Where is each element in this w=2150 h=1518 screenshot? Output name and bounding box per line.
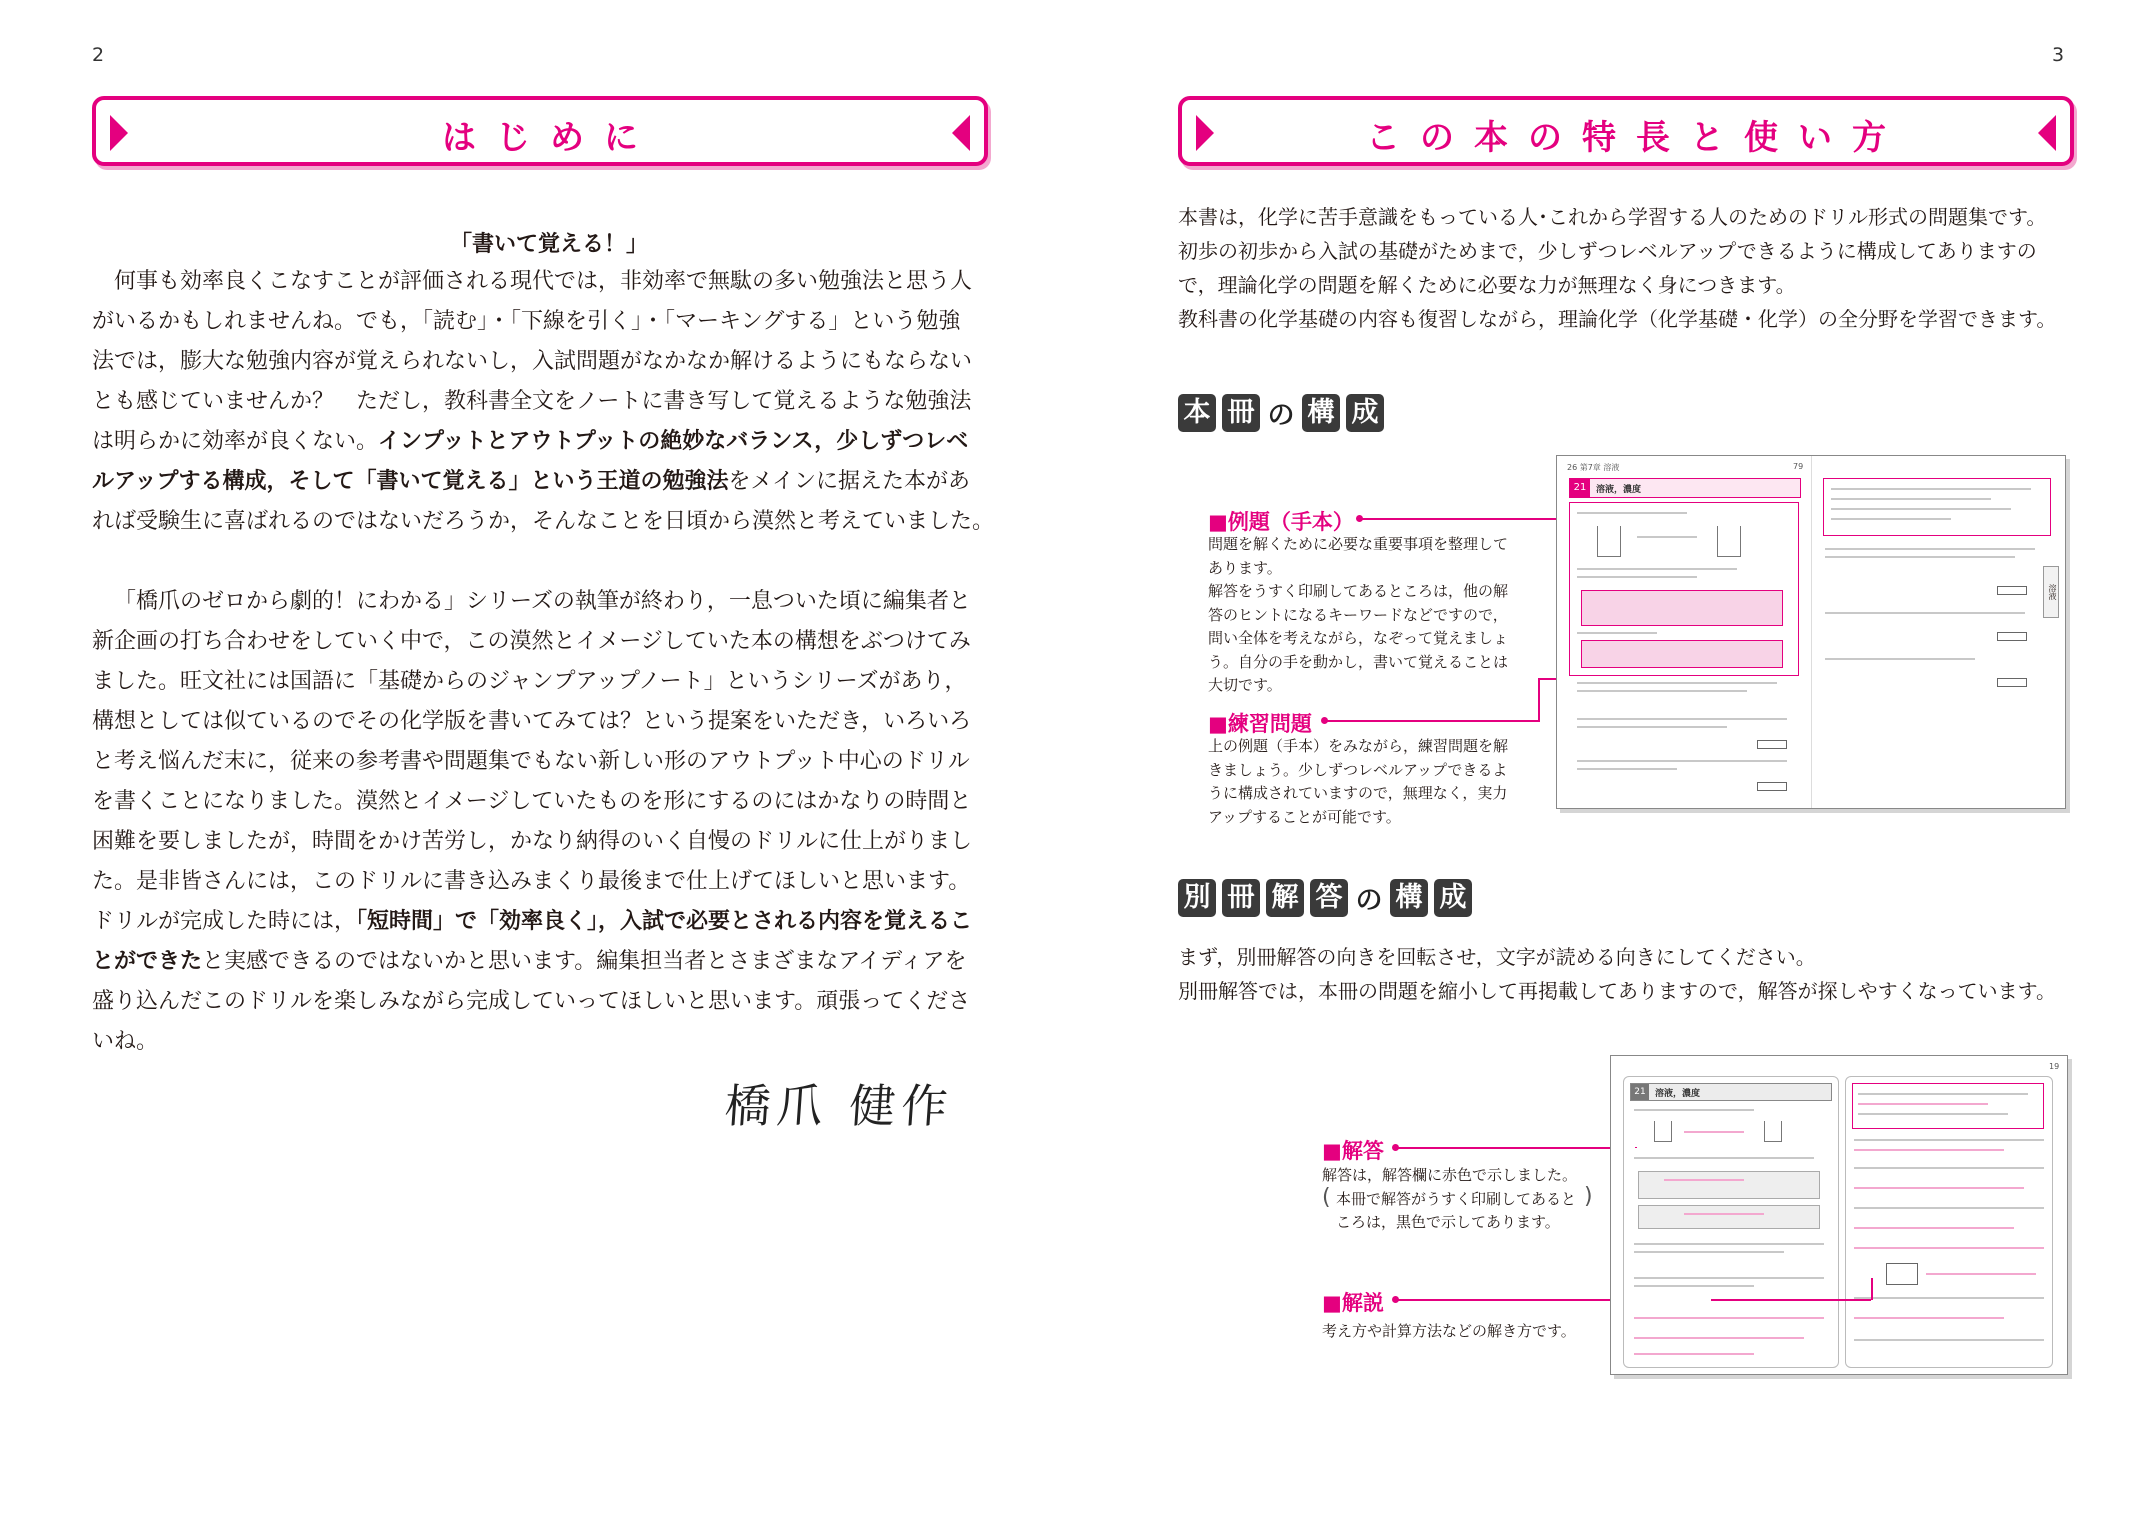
thumb-grey-box — [1638, 1171, 1820, 1199]
text-line-placeholder — [1831, 488, 2031, 490]
thumb-unit-title: 溶液，濃度 — [1655, 1089, 1701, 1099]
text-line: れば受験生に喜ばれるのではないだろうか，そんなことを日頃から漠然と考えていました。 — [92, 509, 995, 534]
answer-line-placeholder — [1684, 1213, 1764, 1215]
text-line-placeholder — [1825, 548, 2035, 550]
answer-line-placeholder — [1854, 1227, 2014, 1229]
text-line-placeholder — [1577, 760, 1787, 762]
callout-line — [1538, 678, 1540, 722]
answer-line-placeholder — [1854, 1247, 2044, 1249]
thumb-unit-bar — [1630, 1083, 1832, 1101]
text-line: 教科書の化学基礎の内容も復習しながら，理論化学（化学基礎・化学）の全分野を学習できます。 — [1178, 307, 2057, 331]
heading-char: 本 — [1178, 394, 1216, 432]
heading-char: 別 — [1178, 879, 1216, 917]
answer-line-placeholder — [1664, 1179, 1744, 1181]
text-line-placeholder — [1634, 1251, 1784, 1253]
heading-char: 構 — [1302, 394, 1340, 432]
heading-char: 構 — [1390, 879, 1428, 917]
thumb-unit-bar — [1569, 478, 1801, 498]
callout-dot — [1392, 1296, 1399, 1303]
text-line-placeholder — [1854, 1297, 2044, 1299]
text-line: た。是非皆さんには，このドリルに書き込みまくり最後まで仕上げてほしいと思います。 — [92, 869, 971, 894]
thumb-panel — [1845, 1076, 2053, 1368]
text-line: と考え悩んだ末に，従来の参考書や問題集でもない新しい形のアウトプット中心のドリル — [92, 749, 970, 774]
intro-subtitle: 「書いて覚える！」 — [450, 232, 649, 257]
answer-box — [1997, 586, 2027, 595]
answer-line-placeholder — [1854, 1317, 2004, 1319]
callout-dot — [1321, 717, 1328, 724]
heading-char: の — [1355, 885, 1383, 916]
callout-line — [1325, 720, 1540, 722]
text-line: 本書は，化学に苦手意識をもっている人･これから学習する人のためのドリル形式の問題集です。 — [1178, 205, 2047, 229]
text-line — [92, 462, 1012, 502]
triangle-left-icon — [952, 115, 970, 151]
text-line-placeholder — [1577, 768, 1677, 770]
spine-line — [1811, 456, 1812, 808]
page-number-right: 3 — [2052, 44, 2065, 66]
heading-char: 答 — [1310, 879, 1348, 917]
text-line: 問題を解くために必要な重要事項を整理して — [1208, 535, 1509, 553]
text-line: きましょう。少しずつレベルアップできるよ — [1208, 760, 1508, 779]
text-line-placeholder — [1577, 568, 1737, 570]
main-book-thumbnail — [1556, 455, 2066, 809]
thumb-header: 26 第7章 溶液 — [1567, 463, 1620, 472]
triangle-left-icon — [2038, 115, 2056, 151]
explanation-text: 考え方や計算方法などの解き方です。 — [1322, 1322, 1576, 1340]
author-signature: 橋爪 健作 — [722, 1079, 956, 1133]
thumb-unit-title: 溶液，濃度 — [1596, 485, 1642, 495]
text-line-placeholder — [1825, 556, 2015, 558]
text-span: ころは，黒色で示してあります。 — [1336, 1213, 1560, 1231]
text-line: 答のヒントになるキーワードなどですので， — [1208, 605, 1508, 624]
text-span: 本冊で解答がうすく印刷してあると — [1336, 1189, 1577, 1208]
text-line-placeholder — [1831, 518, 1951, 520]
left-paren-icon: ( — [1322, 1184, 1331, 1210]
answer-book-intro — [1178, 940, 2056, 1008]
text-line: 解答をうすく印刷してあるところは，他の解 — [1208, 582, 1509, 600]
text-line-placeholder — [1577, 682, 1777, 684]
features-intro — [1178, 200, 2056, 336]
text-line: 困難を要しましたが，時間をかけ苦労し，かなり納得のいく自慢のドリルに仕上がりまし — [92, 829, 973, 854]
thumb-grey-box — [1638, 1205, 1820, 1229]
answer-line-placeholder — [1858, 1103, 1988, 1105]
heading-char: 解 — [1266, 879, 1304, 917]
answer-line-placeholder — [1634, 1353, 1754, 1355]
thumb-pink-box — [1581, 590, 1783, 626]
text-line-placeholder — [1634, 1157, 1814, 1159]
text-span: ドリルが完成した時には， — [92, 909, 357, 934]
structure-diagram-icon — [1886, 1263, 1918, 1285]
answer-line-placeholder — [1684, 1131, 1744, 1133]
example-text — [1208, 533, 1508, 698]
thumb-pink-box — [1581, 640, 1783, 668]
text-line: 構想としては似ているのでその化学版を書いてみては？という提案をいただき，いろいろ — [92, 709, 972, 734]
text-line-placeholder — [1825, 658, 1975, 660]
text-line-placeholder — [1577, 726, 1727, 728]
thumb-example-frame — [1852, 1083, 2044, 1129]
features-banner — [1178, 96, 2074, 166]
answer-line-placeholder — [1854, 1149, 2004, 1151]
callout-line — [1711, 1299, 1871, 1301]
text-line-placeholder — [1577, 690, 1747, 692]
text-line: 問い全体を考えながら，なぞって覚えましょ — [1208, 629, 1509, 647]
practice-title: ■練習問題 — [1208, 712, 1312, 736]
text-line-placeholder — [1634, 1277, 1824, 1279]
text-line-placeholder — [1577, 632, 1657, 634]
text-line: 解答は，解答欄に赤色で示しました。 — [1322, 1166, 1578, 1184]
text-line — [92, 422, 1012, 462]
answer-line-placeholder — [1634, 1337, 1804, 1339]
text-line-placeholder — [1854, 1139, 2044, 1141]
beaker-icon — [1597, 526, 1621, 557]
text-span: と実感できるのではないかと思います。編集担当者とさまざまなアイディアを — [202, 949, 967, 974]
text-line-placeholder — [1854, 1167, 2044, 1169]
text-line-placeholder — [1825, 612, 2025, 614]
answer-line-placeholder — [1926, 1273, 2036, 1275]
text-line-placeholder — [1637, 536, 1697, 538]
intro-paragraph-2 — [92, 582, 1012, 1062]
heading-char: 冊 — [1222, 394, 1260, 432]
text-line-placeholder — [1854, 1339, 2044, 1341]
text-line: う。自分の手を動かし，書いて覚えることは — [1208, 652, 1509, 671]
text-line-placeholder — [1634, 1243, 1824, 1245]
section-heading-answer-book — [1178, 878, 1472, 917]
text-line-placeholder — [1634, 1285, 1754, 1287]
text-span: をメインに据えた本があ — [728, 469, 971, 494]
text-line-placeholder — [1577, 718, 1787, 720]
text-line: 何事も効率良くこなすことが評価される現代では，非効率で無駄の多い勉強法と思う人 — [114, 269, 973, 294]
heading-char: 成 — [1346, 394, 1384, 432]
answer-line-placeholder — [1854, 1187, 2024, 1189]
text-line: 新企画の打ち合わせをしていく中で，この漠然とイメージしていた本の構想をぶつけてみ — [92, 629, 971, 654]
text-line: いね。 — [92, 1029, 159, 1054]
right-paren-icon: ) — [1584, 1184, 1593, 1209]
thumb-page-number: 79 — [1793, 462, 1804, 471]
text-line — [92, 942, 1012, 982]
answer-line-placeholder — [1634, 1317, 1824, 1319]
answer-book-thumbnail — [1610, 1055, 2068, 1375]
answer-text — [1322, 1164, 1593, 1235]
bold-text: 「短時間」で「効率良く」，入試で必要とされる内容を覚えるこ — [356, 909, 973, 934]
callout-line — [1635, 1147, 1637, 1148]
text-line: あります。 — [1208, 558, 1282, 577]
callout-line — [1396, 1299, 1634, 1301]
text-line: がいるかもしれませんね。でも，「読む」・「下線を引く」・「マーキングする」という勉強 — [92, 309, 961, 334]
banner-title-right: この本の特長と使い方 — [1366, 118, 1906, 158]
thumb-example-frame — [1823, 478, 2051, 536]
thumb-panel — [1623, 1076, 1839, 1368]
answer-box — [1997, 678, 2027, 687]
text-line: 「橋爪のゼロから劇的！にわかる」シリーズの執筆が終わり，一息ついた頃に編集者と — [114, 589, 971, 614]
text-line — [92, 902, 1012, 942]
beaker-icon — [1717, 526, 1741, 557]
bold-text: とができた — [92, 949, 203, 974]
text-line: 上の例題（手本）をみながら，練習問題を解 — [1208, 737, 1509, 755]
practice-text — [1208, 735, 1508, 829]
text-line: で，理論化学の問題を解くために必要な力が無理なく身につきます。 — [1178, 273, 1796, 297]
explanation-title: ■解説 — [1322, 1291, 1384, 1315]
text-line: 盛り込んだこのドリルを楽しみながら完成していってほしいと思います。頑張ってくださ — [92, 989, 971, 1014]
callout-line — [1871, 1278, 1873, 1300]
example-title: ■例題（手本） — [1208, 510, 1354, 534]
thumb-page-number: 19 — [2049, 1062, 2060, 1071]
callout-line — [1396, 1147, 1634, 1149]
text-line: を書くことになりました。漠然とイメージしていたものを形にするのにはかなりの時間と — [92, 789, 972, 814]
text-line: 法では，膨大な勉強内容が覚えられないし，入試問題がなかなか解けるようにもならない — [92, 349, 973, 374]
text-line-placeholder — [1854, 1207, 2044, 1209]
text-line: 大切です。 — [1208, 676, 1282, 694]
callout-dot — [1356, 515, 1363, 522]
text-line: まず，別冊解答の向きを回転させ，文字が読める向きにしてください。 — [1178, 945, 1816, 969]
bold-text: ルアップする構成，そして「書いて覚える」という王道の勉強法 — [92, 469, 729, 494]
thumb-unit-number: 21 — [1570, 479, 1590, 497]
heading-char: の — [1267, 400, 1295, 431]
text-line: とも感じていませんか？ ただし，教科書全文をノートに書き写して覚えるような勉強法 — [92, 389, 972, 414]
text-line-placeholder — [1577, 576, 1697, 578]
intro-banner — [92, 96, 988, 166]
text-line-placeholder — [1577, 512, 1687, 514]
text-line: アップすることが可能です。 — [1208, 807, 1401, 826]
text-line-placeholder — [1858, 1093, 2028, 1095]
answer-box — [1997, 632, 2027, 641]
banner-title-left: はじめに — [442, 118, 658, 158]
thumb-unit-number: 21 — [1631, 1084, 1649, 1100]
text-line — [1322, 1184, 1577, 1212]
callout-line — [1360, 518, 1572, 520]
text-line-placeholder — [1831, 498, 1991, 500]
text-line-placeholder — [1831, 508, 2011, 510]
intro-paragraph-1 — [92, 262, 1012, 542]
text-line: 別冊解答では，本冊の問題を縮小して再掲載してありますので，解答が探しやすくなっています。 — [1178, 979, 2056, 1003]
answer-title: ■解答 — [1322, 1139, 1384, 1163]
page-number-left: 2 — [92, 44, 105, 66]
text-line: 初歩の初歩から入試の基礎がためまで，少しずつレベルアップできるように構成してありますの — [1178, 239, 2037, 263]
thumb-side-tab: 溶液 — [2043, 566, 2059, 618]
heading-char: 成 — [1434, 879, 1472, 917]
callout-dot — [1392, 1144, 1399, 1151]
answer-box — [1757, 740, 1787, 749]
text-line: ました。旺文社には国語に「基礎からのジャンプアップノート」というシリーズがあり， — [92, 669, 967, 694]
answer-box — [1757, 782, 1787, 791]
bold-text: インプットとアウトプットの絶妙なバランス，少しずつレベ — [378, 429, 969, 454]
section-heading-main-book — [1178, 393, 1384, 432]
beaker-icon — [1764, 1121, 1782, 1142]
text-span: は明らかに効率が良くない。 — [92, 429, 379, 454]
text-line-placeholder — [1858, 1113, 2008, 1115]
text-line: うに構成されていますので，無理なく，実力 — [1208, 784, 1508, 802]
heading-char: 冊 — [1222, 879, 1260, 917]
text-line-placeholder — [1634, 1109, 1754, 1111]
beaker-icon — [1654, 1121, 1672, 1142]
